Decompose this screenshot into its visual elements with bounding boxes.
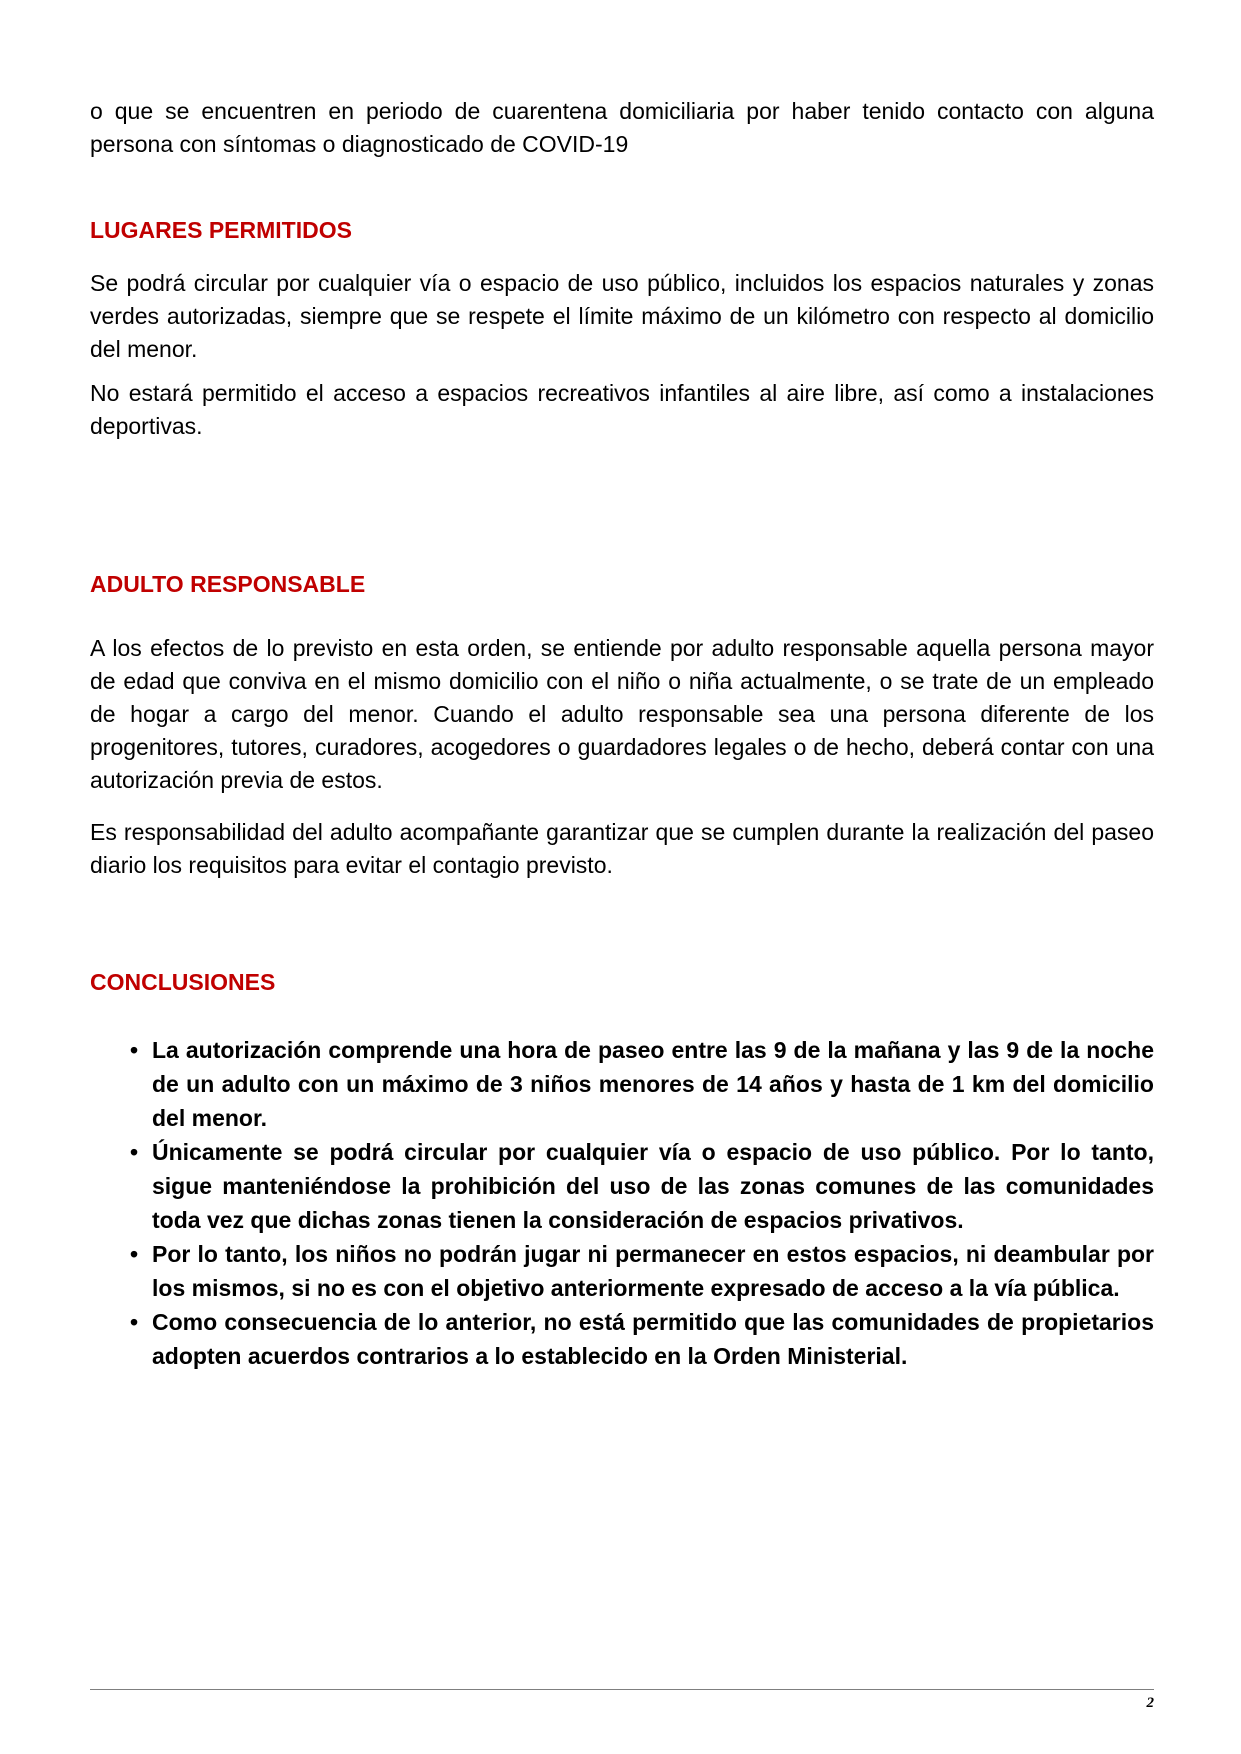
lugares-paragraph-2: No estará permitido el acceso a espacios recreativos infantiles al aire libre, así como a instalaciones deportivas. bbox=[90, 380, 1154, 439]
page-number: 2 bbox=[1146, 1695, 1154, 1711]
bullet-icon: • bbox=[130, 1309, 139, 1335]
list-item bbox=[130, 1135, 1154, 1237]
bullet-icon: • bbox=[130, 1037, 139, 1063]
heading-conclusiones: CONCLUSIONES bbox=[90, 969, 276, 995]
list-item-text: La autorización comprende una hora de paseo entre las 9 de la mañana y las 9 de la noche de un adulto con un máximo de 3 niños menores de 14 años y hasta de 1 km del domicilio del menor. bbox=[152, 1037, 1154, 1131]
heading-adulto-responsable: ADULTO RESPONSABLE bbox=[90, 571, 366, 597]
bullet-icon: • bbox=[130, 1139, 139, 1165]
list-item-text: Como consecuencia de lo anterior, no está permitido que las comunidades de propietarios adopten acuerdos contrarios a lo establecido en la Orden Ministerial. bbox=[152, 1309, 1154, 1369]
list-item-text: Por lo tanto, los niños no podrán jugar ni permanecer en estos espacios, ni deambular por los mismos, si no es con el objetivo anteriormente expresado de acceso a la vía pública. bbox=[152, 1241, 1154, 1301]
adulto-paragraph-2: Es responsabilidad del adulto acompañante garantizar que se cumplen durante la realización del paseo diario los requisitos para evitar el contagio previsto. bbox=[90, 819, 1154, 878]
list-item-text: Únicamente se podrá circular por cualquier vía o espacio de uso público. Por lo tanto, sigue manteniéndose la prohibición del uso de las zonas comunes de las comunidades toda vez que dichas zonas tienen la consideración de espacios privativos. bbox=[152, 1139, 1154, 1233]
lugares-paragraph-1: Se podrá circular por cualquier vía o espacio de uso público, incluidos los espacios naturales y zonas verdes autorizadas, siempre que se respete el límite máximo de un kilómetro con respecto al domicilio del menor. bbox=[90, 270, 1154, 362]
list-item bbox=[130, 1033, 1154, 1135]
bullet-icon: • bbox=[130, 1241, 139, 1267]
list-item bbox=[130, 1305, 1154, 1373]
adulto-paragraph-1: A los efectos de lo previsto en esta orden, se entiende por adulto responsable aquella persona mayor de edad que conviva en el mismo domicilio con el niño o niña actualmente, o se trate de un empleado de hogar a cargo del menor. Cuando el adulto responsable sea una persona diferente de los progenitores, tutores, curadores, acogedores o guardadores legales o de hecho, deberá contar con una autorización previa de estos. bbox=[90, 635, 1154, 793]
footer-divider bbox=[90, 1689, 1154, 1690]
list-item bbox=[130, 1237, 1154, 1305]
intro-paragraph: o que se encuentren en periodo de cuarentena domiciliaria por haber tenido contacto con alguna persona con síntomas o diagnosticado de COVID-19 bbox=[90, 98, 1154, 157]
conclusiones-list bbox=[130, 1033, 1154, 1373]
heading-lugares-permitidos: LUGARES PERMITIDOS bbox=[90, 217, 352, 243]
